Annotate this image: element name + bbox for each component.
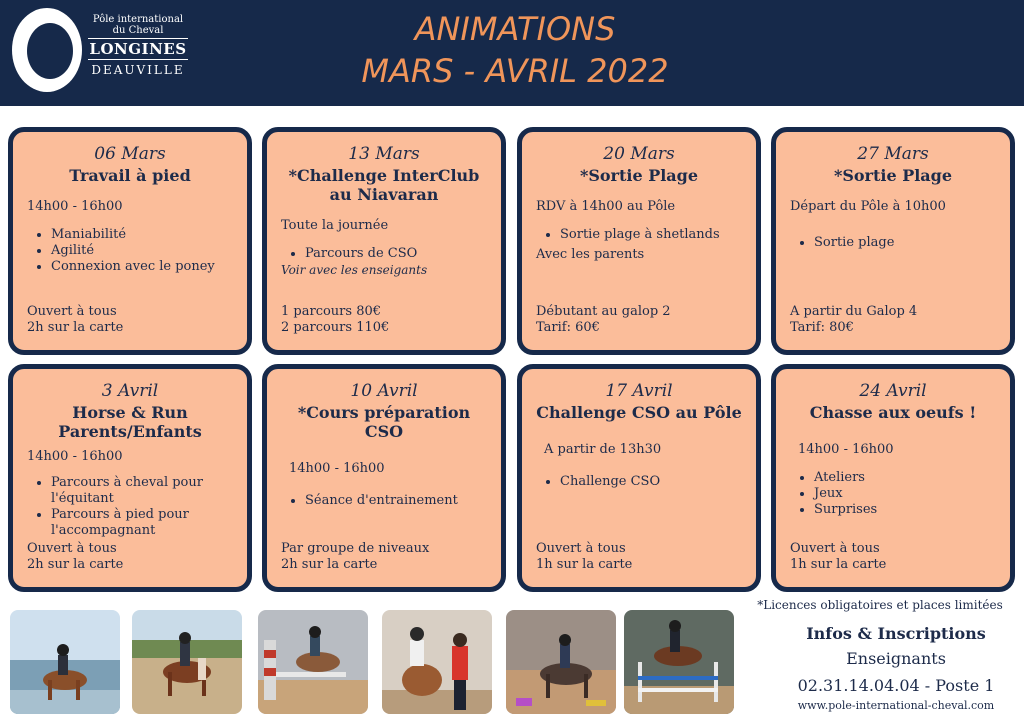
event-time: 14h00 - 16h00: [798, 442, 894, 457]
event-date: 06 Mars: [94, 144, 166, 164]
event-info-line-1: 1 parcours 80€: [281, 304, 382, 319]
event-bullet: • Surprises: [814, 502, 996, 518]
event-card-4: [771, 127, 1015, 355]
event-info-line-2: Tarif: 80€: [790, 320, 854, 335]
event-bullet: • Parcours à cheval pour l'équitant: [51, 475, 233, 507]
logo: [88, 14, 188, 77]
event-info-line-1: A partir du Galop 4: [790, 304, 918, 319]
event-title: *Cours préparation CSO: [297, 403, 471, 441]
event-info: [790, 304, 917, 336]
title-line-1: ANIMATIONS: [414, 10, 616, 48]
event-title: Travail à pied: [69, 166, 191, 185]
header-banner: [0, 0, 1024, 106]
event-date: 10 Avril: [350, 381, 418, 401]
event-info: [27, 304, 123, 336]
photo-beach-pony: [10, 610, 120, 714]
website-link[interactable]: www.pole-international-cheval.com: [797, 699, 995, 712]
event-info-line-1: Ouvert à tous: [790, 541, 880, 556]
event-info-line-1: Débutant au galop 2: [536, 304, 671, 319]
event-bullet-list: [305, 493, 487, 509]
event-bullet: • Agilité: [51, 243, 233, 259]
event-bullet-list: [51, 227, 233, 275]
event-info-line-2: 1h sur la carte: [536, 557, 633, 572]
event-bullet: • Sortie plage: [814, 235, 996, 251]
event-bullet: • Sortie plage à shetlands: [560, 227, 742, 243]
event-info-line-2: 2h sur la carte: [27, 557, 124, 572]
event-bullet: • Parcours à pied pour l'accompagnant: [51, 507, 233, 539]
photo-indoor-riding: [506, 610, 616, 714]
logo-line-3: LONGINES: [89, 40, 187, 58]
licence-note: *Licences obligatoires et places limitées: [757, 598, 1003, 612]
event-card-7: [517, 364, 761, 592]
event-time: 14h00 - 16h00: [27, 199, 123, 214]
logo-ring-icon: [12, 8, 82, 92]
event-bullet-list: [305, 246, 487, 262]
event-time: RDV à 14h00 au Pôle: [536, 199, 676, 214]
photo-horse-and-run: [132, 610, 242, 714]
event-info-line-1: Ouvert à tous: [536, 541, 626, 556]
event-note: Voir avec les enseigants: [281, 263, 428, 277]
event-info-line-2: Tarif: 60€: [536, 320, 600, 335]
event-bullet: • Ateliers: [814, 470, 996, 486]
photo-obstacle-jump: [624, 610, 734, 714]
infos-block: [778, 624, 1014, 712]
event-date: 17 Avril: [605, 381, 673, 401]
infos-subtitle: Enseignants: [846, 649, 946, 668]
event-info-line-2: 1h sur la carte: [790, 557, 887, 572]
event-bullet-list: [814, 235, 996, 251]
event-info-line-1: Ouvert à tous: [27, 541, 117, 556]
photo-horse-and-run-image: [132, 610, 242, 714]
event-extra: Avec les parents: [536, 247, 645, 262]
event-info: [536, 304, 671, 336]
event-date: 24 Avril: [859, 381, 927, 401]
event-card-8: [771, 364, 1015, 592]
event-date: 13 Mars: [348, 144, 420, 164]
logo-line-4: DEAUVILLE: [91, 63, 185, 77]
event-info-line-2: 2h sur la carte: [27, 320, 124, 335]
event-info: [281, 304, 389, 336]
title-line-2: MARS - AVRIL 2022: [361, 52, 669, 90]
photo-jumping-arena-image: [258, 610, 368, 714]
event-info: [281, 541, 429, 573]
event-info-line-2: 2 parcours 110€: [281, 320, 390, 335]
event-info-line-1: Par groupe de niveaux: [281, 541, 430, 556]
event-time: 14h00 - 16h00: [289, 461, 385, 476]
event-date: 27 Mars: [857, 144, 929, 164]
event-card-1: [8, 127, 252, 355]
photo-pony-with-instructor-image: [382, 610, 492, 714]
event-bullet: • Jeux: [814, 486, 996, 502]
photo-indoor-riding-image: [506, 610, 616, 714]
event-bullet-list: [560, 474, 742, 490]
event-title: Challenge CSO au Pôle: [536, 403, 742, 422]
event-bullet: • Challenge CSO: [560, 474, 742, 490]
event-date: 20 Mars: [603, 144, 675, 164]
event-card-3: [517, 127, 761, 355]
logo-line-1: Pôle international: [92, 14, 184, 25]
event-title: Horse & Run Parents/Enfants: [58, 403, 202, 441]
photo-obstacle-jump-image: [624, 610, 734, 714]
event-time: A partir de 13h30: [544, 442, 662, 457]
event-bullet-list: [560, 227, 742, 243]
photo-beach-pony-image: [10, 610, 120, 714]
phone-number: 02.31.14.04.04 - Poste 1: [797, 676, 995, 695]
event-card-6: [262, 364, 506, 592]
photo-jumping-arena: [258, 610, 368, 714]
event-time: Toute la journée: [281, 218, 389, 233]
page-title: [300, 8, 730, 92]
event-info: [536, 541, 632, 573]
event-time: Départ du Pôle à 10h00: [790, 199, 946, 214]
photo-pony-with-instructor: [382, 610, 492, 714]
event-bullet: • Séance d'entrainement: [305, 493, 487, 509]
event-info: [790, 541, 886, 573]
event-title: *Sortie Plage: [833, 166, 953, 185]
event-card-2: [262, 127, 506, 355]
event-bullet: • Parcours de CSO: [305, 246, 487, 262]
event-info-line-1: Ouvert à tous: [27, 304, 117, 319]
infos-title: Infos & Inscriptions: [806, 624, 986, 643]
event-title: *Sortie Plage: [579, 166, 699, 185]
event-title: *Challenge InterClub au Niavaran: [288, 166, 480, 204]
logo-line-2: du Cheval: [112, 25, 164, 36]
event-bullet: • Maniabilité: [51, 227, 233, 243]
event-title: Chasse aux oeufs !: [809, 403, 977, 422]
event-time: 14h00 - 16h00: [27, 449, 123, 464]
event-card-5: [8, 364, 252, 592]
event-info: [27, 541, 123, 573]
event-info-line-2: 2h sur la carte: [281, 557, 378, 572]
event-bullet: • Connexion avec le poney: [51, 259, 233, 275]
event-bullet-list: [814, 470, 996, 518]
event-date: 3 Avril: [101, 381, 159, 401]
event-bullet-list: [51, 475, 233, 539]
